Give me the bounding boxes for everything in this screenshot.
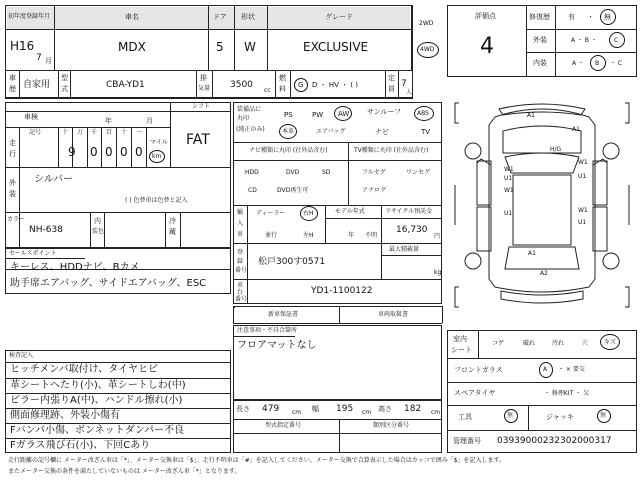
line — [233, 419, 442, 420]
seat-yogore: 汚れ — [552, 340, 565, 347]
footer-line: 走行距離の記号欄に メーター改ざん車は「*」、メーター交換車は「$」、走行不明車は「#」を記入してください。メーター交換で合算表示した場合はカッコで囲み「$」を記入します。 — [8, 457, 506, 464]
tv-header: TV種類に丸印 (社外品含む) — [354, 147, 429, 154]
interior-color-label: 内 — [94, 217, 101, 225]
length-value: 479 — [262, 404, 280, 414]
fuel-label: 燃 — [279, 74, 286, 82]
navi-header: ナビ種類に丸印 (社外品含む) — [249, 147, 328, 154]
exterior-grade-options: A ・ B ・ — [571, 37, 597, 44]
length-label: 長さ — [236, 405, 250, 413]
equip-airbag: エアバッグ — [316, 128, 346, 135]
shape-value: W — [244, 40, 256, 54]
line — [233, 306, 234, 323]
reg-month-value: 7 — [36, 53, 42, 63]
max-load-label: 最大積載量 — [389, 246, 420, 253]
line — [146, 127, 147, 167]
car-name-label: 車名 — [125, 13, 139, 21]
diagram-bracket — [625, 287, 629, 307]
mileage-digit: 0 — [105, 145, 113, 159]
navi-dvd: DVD — [286, 169, 300, 176]
grade-value: EXCLUSIVE — [303, 40, 369, 54]
equipment-label: 丸印 — [237, 115, 250, 122]
tv-analog: アナログ — [362, 187, 387, 194]
line — [526, 29, 637, 30]
width-unit: cm — [362, 409, 372, 416]
unit-header: 十 — [121, 129, 128, 136]
line — [339, 419, 340, 453]
mileage-digit: 0 — [90, 145, 98, 159]
line — [19, 70, 20, 98]
inspection-month-unit: 月 — [146, 117, 153, 125]
navi-hdd: HDD — [245, 169, 259, 176]
car-wheel — [603, 253, 619, 269]
displacement-value: 3500 — [230, 80, 253, 90]
reg-number-label: 番号 — [235, 267, 248, 274]
mileage-digit: 9 — [68, 145, 76, 159]
car-inspection-label: 車検 — [24, 113, 38, 121]
navi-cd: CD — [248, 187, 257, 194]
line — [447, 358, 637, 359]
fridge-label: 冷 — [169, 217, 176, 225]
car-windshield — [505, 153, 579, 173]
interior-grade-b: B — [595, 60, 600, 67]
line — [325, 218, 442, 219]
diagram-bracket — [455, 103, 459, 123]
chassis-label: 車 — [237, 282, 244, 289]
line — [5, 423, 231, 424]
line — [5, 393, 231, 394]
line — [447, 405, 637, 406]
model-year-unit: 年 — [348, 232, 355, 239]
sales-point-label: セールスポイント — [9, 250, 57, 257]
car-rear-bumper — [501, 291, 583, 303]
car-rear-window — [505, 247, 579, 269]
mile-option: マイル — [150, 139, 168, 146]
line — [233, 433, 442, 434]
shift-value: FAT — [186, 132, 210, 148]
door-label: ドア — [213, 13, 227, 21]
line — [233, 243, 442, 244]
line — [5, 111, 231, 112]
tools-value: 無 — [507, 412, 514, 419]
usage-label: 車 — [9, 74, 16, 82]
running-label: 行 — [9, 150, 16, 158]
line — [165, 212, 166, 247]
reg-number-label: 登 — [237, 249, 244, 256]
displacement-label: 排 — [200, 74, 207, 82]
line — [233, 142, 442, 143]
seat-koge: コゲ — [492, 340, 505, 347]
line — [247, 243, 248, 304]
car-body — [489, 109, 595, 292]
car-hood — [503, 126, 581, 153]
equip-abs: ABS — [417, 110, 429, 117]
usage-label: 歴 — [9, 85, 16, 93]
line — [5, 438, 231, 439]
line — [131, 127, 132, 167]
model-label: 型 — [61, 74, 68, 82]
line — [442, 306, 443, 323]
line — [267, 5, 268, 70]
line — [398, 70, 399, 98]
width-label: 幅 — [312, 405, 319, 413]
shift-label: シフト — [192, 103, 211, 110]
color-label: 外 — [9, 179, 16, 187]
notice-value: フロアマットなし — [237, 340, 317, 351]
import-parallel: 並行 — [265, 232, 278, 239]
capacity-label: 員 — [388, 85, 395, 93]
score-value: 4 — [480, 34, 494, 59]
line — [19, 167, 20, 247]
unit-header: 百 — [106, 129, 113, 136]
color-label: 装 — [9, 190, 16, 198]
inspection-line: Fバンパ小傷、ボンネットダンパー不良 — [10, 425, 185, 436]
repair-no: 無 — [604, 13, 611, 21]
interior-grade-label: 内装 — [533, 59, 547, 67]
line — [208, 5, 209, 70]
seat-yabure: 破れ — [523, 340, 536, 347]
equip-leather: 本革 — [282, 128, 295, 135]
repair-label: 修復歴 — [529, 13, 550, 21]
diagram-label: W1 — [504, 187, 514, 194]
line — [70, 70, 71, 98]
line — [478, 330, 479, 358]
line — [212, 70, 213, 98]
spare-options: ・ 修理KIT ・ 欠 — [544, 390, 590, 397]
model-value: CBA-YD1 — [106, 80, 145, 90]
diagram-label: W1 — [504, 166, 514, 173]
fourwd-option: 4WD — [420, 46, 435, 53]
car-wheel — [465, 253, 481, 269]
line — [275, 70, 276, 98]
inspection-line: 革シートへたり(小)、革シートしわ(中) — [10, 380, 186, 391]
line — [54, 5, 55, 70]
fridge-label: 蔵 — [169, 228, 176, 236]
color-value: シルバー — [34, 174, 74, 185]
line — [5, 362, 231, 363]
owner-manual: 車両取扱書 — [378, 311, 409, 318]
car-wheel — [603, 143, 619, 159]
capacity-unit: 人 — [406, 89, 413, 96]
import-label: 輸 — [237, 209, 244, 216]
running-label: 走 — [9, 139, 16, 147]
length-unit: cm — [292, 409, 302, 416]
diagram-label: U1 — [504, 210, 513, 217]
line — [447, 430, 637, 431]
import-label: 入 — [237, 220, 244, 227]
tools-label: 工具 — [458, 413, 472, 421]
capacity-label: 定 — [388, 74, 395, 82]
line — [104, 212, 105, 247]
line — [170, 102, 171, 167]
unit-header: 十 — [62, 129, 69, 136]
twowd-option: 2WD — [419, 20, 434, 27]
line — [528, 405, 529, 430]
km-option: km — [152, 153, 162, 160]
model-year-unknown: 不明 — [365, 232, 378, 239]
usage-value: 自家用 — [23, 80, 51, 90]
sales-point-line: 助手席エアバッグ、サイドエアバッグ、ESC — [10, 278, 207, 289]
reg-year-label: 初年度登録年月 — [8, 13, 51, 20]
car-diagram — [447, 95, 637, 325]
diagram-label: A2 — [540, 270, 548, 277]
line — [233, 336, 295, 337]
color-note: ( ) 色替車は色替と記入 — [125, 197, 188, 204]
line — [339, 306, 340, 323]
width-value: 195 — [336, 404, 354, 414]
inspection-line: ピラー内張りA(中)、ハンドル擦れ(小) — [10, 395, 183, 406]
seat-ana: 穴 — [582, 340, 589, 347]
diagram-label: A1 — [572, 126, 580, 133]
line — [180, 212, 181, 247]
line — [233, 323, 442, 324]
diagram-label: U1 — [504, 175, 513, 182]
line — [90, 212, 91, 247]
line — [101, 127, 102, 167]
equip-ps: PS — [284, 111, 293, 119]
line — [247, 205, 248, 243]
line — [526, 52, 637, 53]
tv-oneseg: ワンセグ — [406, 169, 431, 176]
line — [555, 5, 556, 77]
import-dealer: ディーラー — [256, 210, 286, 217]
designated-label: 型式指定番号 — [265, 422, 302, 429]
line — [381, 255, 442, 256]
color-code-label: カラー — [7, 216, 26, 223]
unit-header: 一 — [136, 129, 143, 136]
recycle-value: 16,730 — [396, 225, 428, 235]
line — [5, 212, 231, 213]
recycle-unit: 円 — [434, 233, 441, 240]
import-right-h: 右H — [303, 210, 314, 217]
line — [116, 127, 117, 167]
seat-kizu: キズ — [604, 339, 616, 346]
line — [5, 408, 231, 409]
import-label: 車 — [237, 231, 244, 238]
line — [19, 127, 20, 167]
chassis-label: 番号 — [235, 296, 248, 303]
line — [233, 306, 442, 307]
fuel-options: D ・ HV ・ ( ) — [312, 81, 359, 89]
unit-header: 千 — [91, 129, 98, 136]
doors-value: 5 — [216, 40, 224, 54]
line — [290, 70, 291, 98]
score-label: 評価点 — [475, 12, 496, 20]
fuel-label: 料 — [279, 85, 286, 93]
line — [385, 70, 386, 98]
line — [233, 205, 442, 206]
unit-header: 万 — [77, 129, 84, 136]
new-warranty: 新車保証書 — [268, 311, 299, 318]
tv-fullseg: フルセグ — [362, 169, 386, 176]
equip-pw: PW — [312, 111, 324, 119]
line — [233, 160, 442, 161]
navi-dvd-play: DVD再生可 — [277, 187, 309, 194]
inspection-line: Fガラス飛び石(小)、下回Cあり — [10, 440, 151, 451]
line — [5, 378, 231, 379]
shape-label: 形状 — [241, 13, 255, 21]
seat-label: シート — [451, 346, 472, 354]
line — [325, 205, 326, 243]
reg-number-label: 録 — [237, 258, 244, 265]
line — [5, 258, 85, 259]
recycle-label: リサイクル預託金 — [385, 208, 433, 215]
interior-grade-c: ・ C — [610, 60, 623, 67]
capacity-value: 7 — [401, 79, 407, 89]
line — [447, 382, 637, 383]
inspection-line: ヒッチメンバ取付け、タイヤヒビ — [10, 364, 158, 375]
chassis-label: 台 — [237, 289, 244, 296]
mgmt-value: 03939000232302000317 — [497, 436, 612, 446]
jack-label: ジャッキ — [546, 413, 574, 421]
notice-label: 注意事項・不具合箇所 — [237, 327, 298, 334]
line — [5, 98, 413, 99]
line — [58, 127, 59, 167]
grade-label: グレード — [325, 13, 353, 21]
max-load-unit: kg — [434, 269, 442, 276]
mgmt-label: 管理番号 — [453, 437, 481, 445]
chassis-value: YD1-1100122 — [311, 286, 373, 296]
color-code-value: NH-638 — [29, 225, 63, 235]
glass-a: A — [543, 366, 548, 373]
diagram-label: U1 — [578, 173, 587, 180]
jack-value: 無 — [600, 412, 607, 419]
inspection-line: 側面修理跡、外装小傷有 — [10, 410, 120, 421]
line — [381, 243, 382, 279]
inspection-year-unit: 年 — [105, 117, 112, 125]
glass-label: フロントガラス — [454, 366, 503, 374]
month-unit: 月 — [45, 57, 52, 65]
reg-year-value: H16 — [10, 39, 35, 53]
reg-number-value: 松戸300す0571 — [258, 257, 326, 267]
diagram-label: U1 — [578, 219, 587, 226]
mileage-digit: 0 — [135, 145, 143, 159]
height-value: 182 — [404, 404, 422, 414]
car-wheel — [465, 143, 481, 159]
diagram-label: H/G — [550, 146, 562, 153]
line — [5, 167, 231, 168]
unit-header: 記号 — [29, 129, 42, 136]
diagram-label: A1 — [527, 112, 535, 119]
car-name-value: MDX — [118, 40, 146, 54]
diagram-bracket — [625, 103, 629, 123]
line — [87, 127, 88, 167]
exterior-grade-c: C — [614, 37, 619, 44]
exterior-grade-label: 外装 — [533, 36, 547, 44]
model-year-label: モデル年式 — [335, 208, 365, 215]
equip-tv: TV — [421, 128, 431, 136]
diagram-label: W1 — [578, 207, 588, 214]
line — [381, 205, 382, 243]
displacement-label: 気量 — [198, 85, 211, 92]
seat-label: 室内 — [453, 335, 467, 343]
line — [233, 279, 442, 280]
interior-grade-a: A ・ — [572, 60, 585, 67]
mileage-digit: 0 — [120, 145, 128, 159]
fuel-g: G — [298, 81, 304, 89]
import-left-h: 左H — [303, 232, 314, 239]
interior-color-label: 装色 — [92, 228, 105, 235]
model-label: 式 — [61, 85, 68, 93]
inspection-label: 検査記入 — [9, 352, 34, 359]
diagram-label: W1 — [578, 159, 588, 166]
glass-options: ・ × 要交 — [558, 366, 585, 373]
line — [234, 5, 235, 70]
line — [348, 142, 349, 205]
height-label: 高さ — [378, 405, 392, 413]
line — [58, 70, 59, 98]
diagram-label: A1 — [528, 250, 536, 257]
repair-dot: ・ — [587, 13, 594, 21]
line — [196, 70, 197, 98]
line — [411, 5, 412, 70]
equip-sunroof: サンルーフ — [367, 108, 402, 116]
height-unit: cm — [431, 409, 441, 416]
category-label: 類別区分番号 — [373, 422, 410, 429]
repair-yes: 有 — [568, 13, 575, 21]
car-roof — [513, 175, 571, 245]
diagram-bracket — [455, 287, 459, 307]
line — [5, 29, 413, 30]
line — [526, 5, 527, 77]
equipment-label: 装備品に — [237, 106, 262, 113]
equip-navi: ナビ — [375, 128, 389, 136]
equipment-label: (純正のみ) — [236, 126, 265, 133]
equip-aw: AW — [338, 110, 350, 118]
spare-label: スペアタイヤ — [454, 389, 496, 397]
navi-sd: SD — [322, 169, 331, 176]
sales-point-line: キーレス、HDDナビ、Bカメ — [10, 262, 140, 273]
footer-line: またメーター交換の条件を満たしていないものは メーター改ざん車「*」となります。 — [8, 468, 241, 475]
line — [5, 70, 413, 71]
cc-unit: cc — [264, 87, 271, 94]
